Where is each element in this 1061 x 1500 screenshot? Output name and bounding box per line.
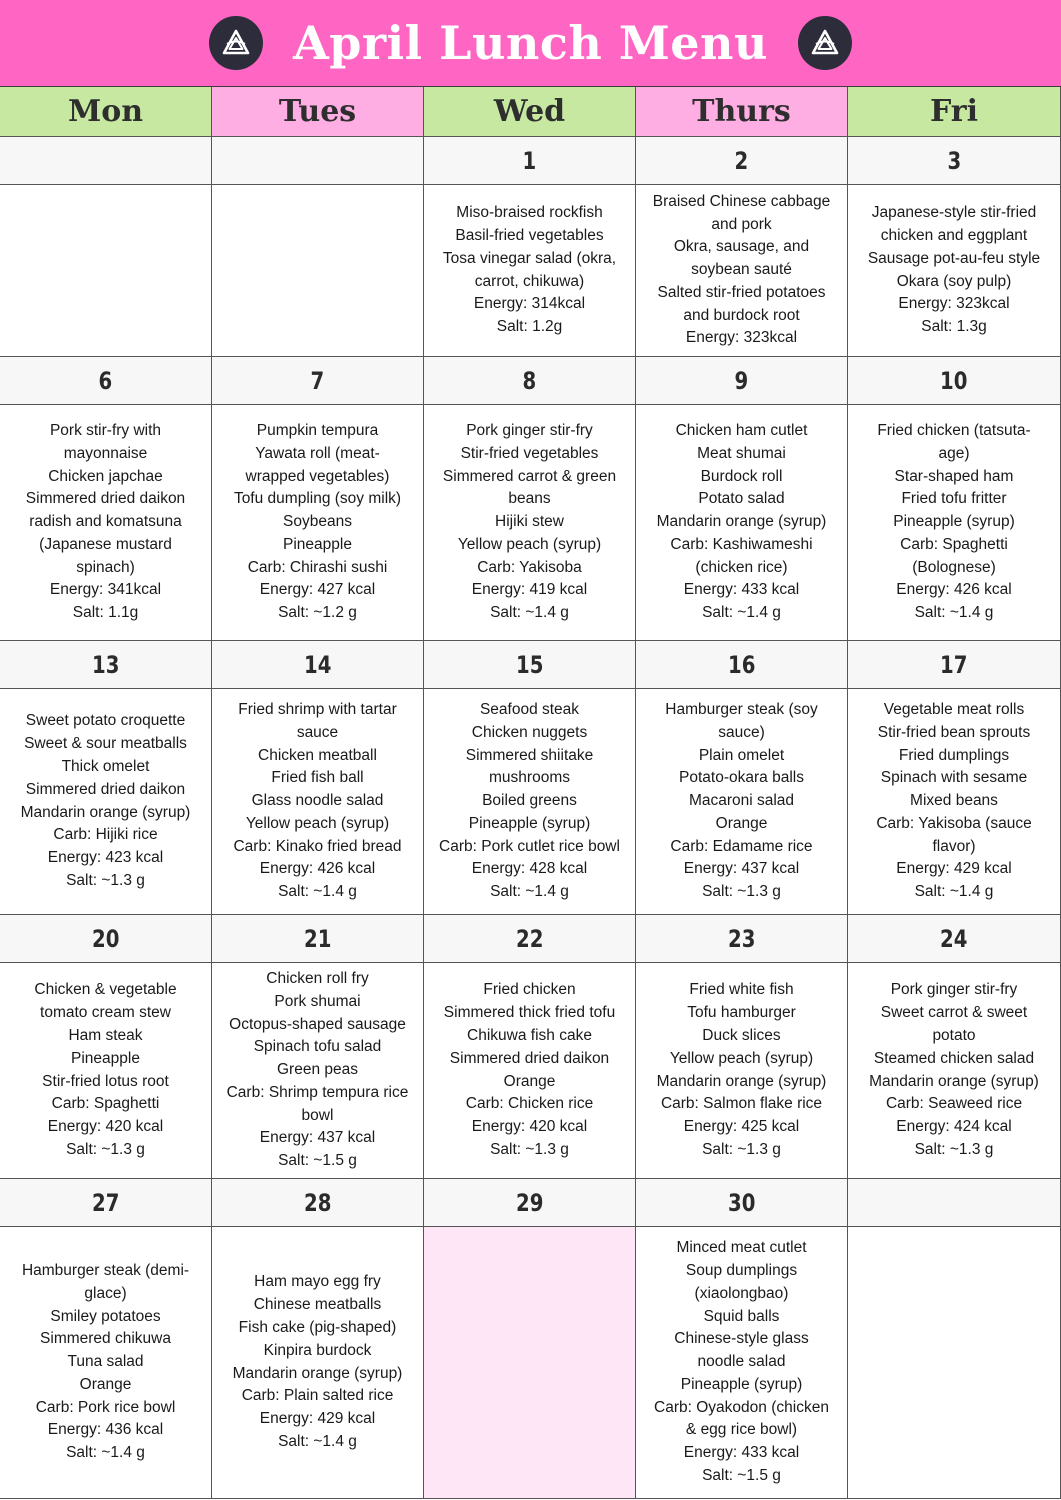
- menu-line: sauce: [296, 723, 339, 741]
- date-number: 8: [522, 366, 537, 395]
- menu-line: Simmered thick fried tofu: [443, 1004, 616, 1022]
- menu-line: Pork ginger stir-fry: [890, 981, 1018, 999]
- menu-line: Simmered carrot & green: [442, 467, 617, 485]
- menu-line: spinach): [76, 558, 135, 576]
- menu-line: Salt: ~1.3 g: [66, 871, 145, 889]
- date-number: 21: [303, 924, 332, 953]
- menu-line: Chicken japchae: [48, 467, 163, 485]
- menu-line: Fried shrimp with tartar: [238, 700, 397, 718]
- menu-line: bowl: [301, 1106, 334, 1124]
- date-cell: [424, 641, 636, 689]
- menu-line: Energy: 425 kcal: [683, 1118, 800, 1136]
- date-number: 22: [515, 924, 544, 953]
- menu-line: Energy: 424 kcal: [896, 1118, 1012, 1136]
- date-cell: [0, 357, 212, 405]
- date-cell: [212, 357, 424, 405]
- menu-line: Salt: ~1.3 g: [66, 1140, 145, 1158]
- menu-line: Carb: Spaghetti: [900, 535, 1008, 553]
- date-number: 1: [522, 146, 537, 175]
- menu-line: Ham steak: [68, 1026, 143, 1044]
- menu-line: Fried chicken (tatsuta-: [877, 421, 1031, 439]
- menu-line: Simmered dried daikon: [449, 1049, 610, 1067]
- menu-line: Salt: ~1.4 g: [278, 1432, 357, 1450]
- menu-line: Energy: 423 kcal: [47, 849, 164, 867]
- menu-cell: [636, 689, 848, 915]
- menu-line: flavor): [932, 837, 976, 855]
- menu-line: Star-shaped ham: [894, 467, 1014, 485]
- menu-line: Yellow peach (syrup): [457, 535, 602, 553]
- menu-line: Potato-okara balls: [679, 769, 804, 787]
- title-banner: [0, 0, 1061, 86]
- menu-line: Stir-fried bean sprouts: [877, 723, 1031, 741]
- date-cell: [424, 357, 636, 405]
- menu-line: Hijiki stew: [495, 513, 564, 531]
- menu-line: Sweet carrot & sweet: [880, 1004, 1028, 1022]
- menu-line: Fried white fish: [689, 981, 794, 999]
- menu-line: soybean sauté: [691, 261, 792, 279]
- menu-calendar-grid: [0, 86, 1061, 1498]
- date-cell: [636, 641, 848, 689]
- menu-cell: [848, 405, 1061, 641]
- menu-line: tomato cream stew: [40, 1004, 171, 1022]
- menu-line: Energy: 427 kcal: [259, 581, 376, 599]
- menu-cell: [424, 405, 636, 641]
- menu-line: mayonnaise: [63, 444, 148, 462]
- menu-line: Tuna salad: [67, 1353, 144, 1371]
- date-number: 14: [303, 650, 332, 679]
- menu-line: Carb: Edamame rice: [670, 837, 813, 855]
- menu-line: Stir-fried vegetables: [460, 444, 599, 462]
- menu-line: Okara (soy pulp): [896, 272, 1012, 290]
- menu-line: Potato salad: [698, 490, 785, 508]
- menu-line: Pork ginger stir-fry: [466, 421, 593, 439]
- date-cell: [212, 137, 424, 185]
- menu-line: Japanese-style stir-fried: [871, 204, 1037, 222]
- menu-line: (Bolognese): [912, 558, 996, 576]
- menu-line: Carb: Yakisoba: [477, 558, 582, 576]
- menu-line: Orange: [503, 1072, 556, 1090]
- menu-line: Orange: [79, 1375, 132, 1393]
- menu-line: Chicken nuggets: [471, 723, 588, 741]
- date-cell: [212, 915, 424, 963]
- menu-cell: [0, 405, 212, 641]
- menu-line: Meat shumai: [697, 444, 786, 462]
- menu-line: sauce): [718, 723, 765, 741]
- menu-line: Carb: Kinako fried bread: [233, 837, 402, 855]
- menu-line: Pineapple: [71, 1049, 140, 1067]
- day-header-tues: Tues: [212, 87, 424, 137]
- menu-cell: [636, 1227, 848, 1499]
- menu-line: Energy: 420 kcal: [471, 1118, 588, 1136]
- date-cell: [848, 1179, 1061, 1227]
- menu-line: Energy: 420 kcal: [47, 1118, 164, 1136]
- menu-line: Energy: 314kcal: [473, 295, 586, 313]
- menu-line: Carb: Pork cutlet rice bowl: [439, 837, 620, 855]
- menu-line: Chicken roll fry: [266, 969, 369, 987]
- menu-line: radish and komatsuna: [29, 513, 182, 531]
- menu-line: Thick omelet: [61, 757, 150, 775]
- menu-line: Salt: ~1.5 g: [702, 1467, 781, 1485]
- menu-line: Fried fish ball: [271, 769, 364, 787]
- menu-line: Octopus-shaped sausage: [229, 1015, 406, 1033]
- menu-line: beans: [508, 490, 551, 508]
- menu-line: (xiaolongbao): [694, 1284, 789, 1302]
- date-number: 15: [515, 650, 544, 679]
- menu-line: Spinach with sesame: [880, 769, 1028, 787]
- date-cell: [424, 137, 636, 185]
- menu-line: Seafood steak: [479, 700, 580, 718]
- menu-cell: [212, 689, 424, 915]
- menu-line: Mixed beans: [910, 792, 998, 810]
- menu-line: Carb: Hijiki rice: [53, 826, 158, 844]
- logo-icon: [798, 16, 852, 70]
- menu-line: Carb: Plain salted rice: [241, 1387, 394, 1405]
- date-cell: [848, 357, 1061, 405]
- menu-line: Carb: Seaweed rice: [885, 1095, 1023, 1113]
- menu-cell: [636, 185, 848, 357]
- date-number: 2: [734, 146, 749, 175]
- menu-line: Energy: 433 kcal: [683, 1444, 800, 1462]
- menu-line: Sweet potato croquette: [25, 712, 186, 730]
- menu-line: Duck slices: [702, 1026, 781, 1044]
- menu-line: Miso-braised rockfish: [456, 204, 603, 222]
- date-cell: [636, 137, 848, 185]
- menu-line: Salt: ~1.3 g: [702, 1140, 781, 1158]
- menu-cell: [0, 689, 212, 915]
- menu-line: Macaroni salad: [688, 792, 795, 810]
- date-number: 3: [947, 146, 961, 175]
- menu-line: Sausage pot-au-feu style: [867, 249, 1041, 267]
- date-cell: [636, 357, 848, 405]
- date-number: 9: [734, 366, 749, 395]
- menu-line: Carb: Chirashi sushi: [247, 558, 388, 576]
- date-number: 6: [98, 366, 113, 395]
- menu-line: Chinese meatballs: [253, 1296, 382, 1314]
- menu-line: Carb: Pork rice bowl: [35, 1398, 176, 1416]
- menu-line: Simmered dried daikon: [25, 490, 186, 508]
- menu-line: Mandarin orange (syrup): [656, 513, 827, 531]
- menu-line: chicken and eggplant: [880, 226, 1028, 244]
- menu-line: Burdock roll: [700, 467, 783, 485]
- menu-line: Pineapple: [283, 535, 352, 553]
- menu-cell: [848, 185, 1061, 357]
- menu-line: Carb: Kashiwameshi: [670, 535, 813, 553]
- menu-line: Pineapple (syrup): [680, 1375, 803, 1393]
- menu-line: Yellow peach (syrup): [245, 814, 390, 832]
- menu-line: Pineapple (syrup): [893, 513, 1015, 531]
- menu-line: Energy: 433 kcal: [683, 581, 800, 599]
- day-header-mon: Mon: [0, 87, 212, 137]
- menu-line: Simmered shiitake: [465, 746, 594, 764]
- menu-line: (chicken rice): [695, 558, 788, 576]
- menu-line: Chicken meatball: [258, 746, 377, 764]
- menu-line: wrapped vegetables): [245, 467, 390, 485]
- menu-line: glace): [84, 1284, 127, 1302]
- date-cell: [0, 641, 212, 689]
- menu-line: Energy: 323kcal: [898, 295, 1010, 313]
- menu-line: Salt: ~1.4 g: [278, 883, 357, 901]
- menu-line: Salt: ~1.4 g: [914, 883, 994, 901]
- menu-line: potato: [932, 1026, 976, 1044]
- menu-cell: [848, 963, 1061, 1179]
- menu-line: Stir-fried lotus root: [42, 1072, 169, 1090]
- menu-cell: [212, 405, 424, 641]
- menu-line: (Japanese mustard: [39, 535, 172, 553]
- menu-line: Salt: ~1.4 g: [66, 1444, 145, 1462]
- menu-line: Energy: 428 kcal: [471, 860, 588, 878]
- menu-line: Fried tofu fritter: [901, 490, 1007, 508]
- menu-line: noodle salad: [697, 1353, 786, 1371]
- menu-line: & egg rice bowl): [685, 1421, 798, 1439]
- menu-line: Mandarin orange (syrup): [869, 1072, 1039, 1090]
- date-number: 10: [940, 366, 968, 395]
- menu-line: Braised Chinese cabbage: [652, 192, 831, 210]
- menu-line: Salt: ~1.3 g: [490, 1140, 569, 1158]
- menu-line: Fish cake (pig-shaped): [238, 1318, 397, 1336]
- menu-line: Mandarin orange (syrup): [20, 803, 191, 821]
- menu-line: Squid balls: [703, 1307, 780, 1325]
- menu-cell: [212, 963, 424, 1179]
- menu-line: Salt: ~1.3 g: [914, 1140, 994, 1158]
- menu-line: Salt: 1.3g: [921, 318, 987, 336]
- date-cell: [0, 915, 212, 963]
- menu-line: Energy: 426 kcal: [896, 581, 1012, 599]
- menu-line: Salt: ~1.5 g: [278, 1152, 357, 1170]
- date-cell: [848, 641, 1061, 689]
- menu-line: Carb: Spaghetti: [51, 1095, 160, 1113]
- menu-line: Energy: 341kcal: [49, 581, 162, 599]
- menu-line: Carb: Yakisoba (sauce: [876, 814, 1032, 832]
- day-header-wed: Wed: [424, 87, 636, 137]
- menu-line: Yawata roll (meat-: [255, 444, 380, 462]
- menu-line: Green peas: [277, 1061, 358, 1079]
- menu-line: Spinach tofu salad: [253, 1038, 382, 1056]
- date-number: 27: [91, 1188, 120, 1217]
- menu-line: Hamburger steak (demi-: [21, 1261, 190, 1279]
- menu-line: Mandarin orange (syrup): [232, 1364, 403, 1382]
- date-number: 29: [515, 1188, 544, 1217]
- menu-line: Soybeans: [283, 513, 352, 531]
- page-title: April Lunch Menu: [293, 16, 768, 70]
- day-header-fri: Fri: [848, 87, 1061, 137]
- date-number: 16: [727, 650, 756, 679]
- menu-line: Energy: 437 kcal: [683, 860, 800, 878]
- menu-line: Carb: Chicken rice: [465, 1095, 594, 1113]
- menu-line: Tofu hamburger: [687, 1004, 796, 1022]
- menu-line: Energy: 426 kcal: [259, 860, 376, 878]
- menu-cell: [0, 963, 212, 1179]
- menu-cell: [424, 689, 636, 915]
- menu-line: and burdock root: [683, 306, 800, 324]
- menu-line: Energy: 419 kcal: [471, 581, 588, 599]
- menu-line: Yellow peach (syrup): [669, 1049, 814, 1067]
- date-cell: [0, 1179, 212, 1227]
- date-cell: [636, 1179, 848, 1227]
- menu-line: and pork: [711, 215, 772, 233]
- menu-line: Energy: 436 kcal: [47, 1421, 164, 1439]
- menu-line: Salt: ~1.4 g: [490, 883, 569, 901]
- date-cell: [0, 137, 212, 185]
- menu-line: Simmered chikuwa: [40, 1330, 171, 1348]
- menu-line: Chikuwa fish cake: [467, 1026, 592, 1044]
- menu-line: Steamed chicken salad: [873, 1049, 1035, 1067]
- date-cell: [212, 641, 424, 689]
- date-cell: [424, 915, 636, 963]
- menu-line: Basil-fried vegetables: [455, 226, 604, 244]
- menu-line: Soup dumplings: [685, 1261, 798, 1279]
- day-header-thurs: Thurs: [636, 87, 848, 137]
- menu-line: Boiled greens: [482, 792, 577, 810]
- menu-line: Kinpira burdock: [263, 1341, 372, 1359]
- menu-cell: [0, 1227, 212, 1499]
- menu-cell: [212, 1227, 424, 1499]
- menu-line: Carb: Shrimp tempura rice: [226, 1083, 409, 1101]
- menu-line: Energy: 429 kcal: [259, 1410, 376, 1428]
- menu-line: Chinese-style glass: [674, 1330, 809, 1348]
- menu-line: Okra, sausage, and: [673, 238, 810, 256]
- menu-line: age): [938, 444, 970, 462]
- menu-line: Carb: Oyakodon (chicken: [654, 1398, 829, 1416]
- menu-line: Salt: ~1.4 g: [702, 604, 781, 622]
- menu-cell: [636, 963, 848, 1179]
- menu-line: Vegetable meat rolls: [883, 700, 1025, 718]
- menu-line: Salt: ~1.4 g: [490, 604, 569, 622]
- menu-line: Salted stir-fried potatoes: [657, 283, 826, 301]
- date-number: 7: [310, 366, 325, 395]
- menu-line: Pork shumai: [274, 992, 361, 1010]
- menu-line: Fried dumplings: [898, 746, 1010, 764]
- menu-cell: [424, 963, 636, 1179]
- menu-line: carrot, chikuwa): [474, 272, 585, 290]
- date-number: 20: [91, 924, 120, 953]
- menu-line: Sweet & sour meatballs: [24, 735, 187, 753]
- menu-line: Pork stir-fry with: [49, 421, 162, 439]
- menu-line: Simmered dried daikon: [25, 780, 186, 798]
- menu-cell: [212, 185, 424, 357]
- logo-icon: [209, 16, 263, 70]
- menu-cell: [636, 405, 848, 641]
- menu-line: Energy: 323kcal: [685, 329, 798, 347]
- menu-line: Tofu dumpling (soy milk): [233, 490, 402, 508]
- menu-line: Tosa vinegar salad (okra,: [442, 249, 617, 267]
- date-cell: [424, 1179, 636, 1227]
- menu-line: Pineapple (syrup): [468, 814, 591, 832]
- date-number: 28: [303, 1188, 332, 1217]
- menu-line: Salt: 1.1g: [72, 604, 139, 622]
- menu-line: Salt: 1.2g: [496, 318, 563, 336]
- menu-line: Chicken & vegetable: [34, 981, 177, 999]
- menu-line: mushrooms: [489, 769, 570, 787]
- menu-cell: [848, 689, 1061, 915]
- menu-line: Carb: Salmon flake rice: [660, 1095, 823, 1113]
- menu-line: Salt: ~1.4 g: [914, 604, 994, 622]
- date-number: 17: [940, 650, 968, 679]
- menu-line: Ham mayo egg fry: [254, 1273, 381, 1291]
- date-number: 30: [727, 1188, 756, 1217]
- menu-cell: [424, 1227, 636, 1499]
- menu-line: Chicken ham cutlet: [675, 421, 808, 439]
- menu-line: Salt: ~1.3 g: [702, 883, 781, 901]
- date-number: 13: [91, 650, 120, 679]
- menu-cell: [0, 185, 212, 357]
- menu-cell: [424, 185, 636, 357]
- menu-line: Energy: 429 kcal: [896, 860, 1012, 878]
- date-number: 24: [940, 924, 968, 953]
- date-number: 23: [727, 924, 756, 953]
- date-cell: [848, 915, 1061, 963]
- menu-line: Energy: 437 kcal: [259, 1129, 376, 1147]
- menu-cell: [848, 1227, 1061, 1499]
- date-cell: [848, 137, 1061, 185]
- date-cell: [212, 1179, 424, 1227]
- menu-line: Plain omelet: [698, 746, 785, 764]
- menu-line: Minced meat cutlet: [676, 1239, 807, 1257]
- menu-line: Glass noodle salad: [251, 792, 384, 810]
- menu-line: Fried chicken: [483, 981, 576, 999]
- menu-line: Salt: ~1.2 g: [278, 604, 357, 622]
- menu-line: Mandarin orange (syrup): [656, 1072, 827, 1090]
- menu-line: Hamburger steak (soy: [665, 700, 818, 718]
- menu-line: Orange: [715, 814, 768, 832]
- menu-line: Pumpkin tempura: [256, 421, 379, 439]
- menu-line: Smiley potatoes: [50, 1307, 161, 1325]
- date-cell: [636, 915, 848, 963]
